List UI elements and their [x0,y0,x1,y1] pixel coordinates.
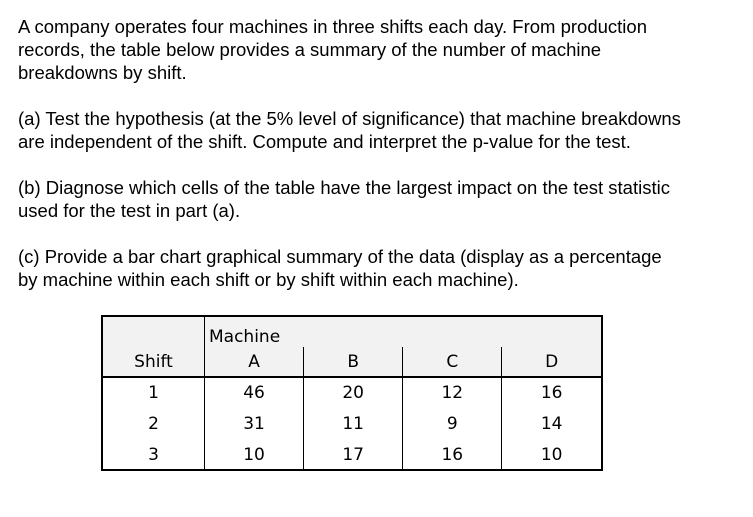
intro-line: records, the table below provides a summary of the number of machine [18,39,602,60]
machine-label-a: A [205,347,304,377]
count-cell: 11 [304,408,403,439]
part-a-line: are independent of the shift. Compute and interpret the p-value for the test. [18,131,631,152]
part-c-paragraph [18,245,662,291]
header-corner-cell [103,317,205,347]
count-cell: 9 [403,408,502,439]
part-c-line: by machine within each shift or by shift within each machine). [18,269,519,290]
part-b-line: (b) Diagnose which cells of the table have the largest impact on the test statistic [18,177,670,198]
intro-paragraph [18,15,647,84]
part-a-paragraph [18,107,681,153]
shift-cell: 2 [103,408,205,439]
count-cell: 16 [403,439,502,470]
table-header-row-machine [103,317,601,347]
count-cell: 10 [540,444,563,465]
breakdowns-table-grid [103,317,601,470]
intro-line: breakdowns by shift. [18,62,187,83]
count-cell: 14 [540,413,563,434]
table-header-row-letters [103,347,601,377]
part-a-line: (a) Test the hypothesis (at the 5% level of significance) that machine breakdowns [18,108,681,129]
shift-header: Shift [103,347,205,377]
count-cell: 46 [205,377,304,408]
table-row [103,377,601,408]
intro-line: A company operates four machines in three shifts each day. From production [18,16,647,37]
count-cell: 20 [304,377,403,408]
machine-label-d: D [502,347,601,377]
machine-label-b: B [304,347,403,377]
machine-label-c: C [403,347,502,377]
breakdowns-table [101,315,603,471]
count-cell: 16 [540,383,563,403]
shift-cell: 1 [103,377,205,408]
part-c-line: (c) Provide a bar chart graphical summary of the data (display as a percentage [18,246,662,267]
machine-header: Machine [205,317,602,347]
table-row [103,439,601,470]
part-b-line: used for the test in part (a). [18,200,241,221]
count-cell: 12 [403,377,502,408]
shift-cell: 3 [103,439,205,470]
part-b-paragraph [18,176,670,222]
count-cell: 31 [205,408,304,439]
table-row [103,408,601,439]
count-cell: 10 [205,439,304,470]
count-cell: 17 [304,439,403,470]
